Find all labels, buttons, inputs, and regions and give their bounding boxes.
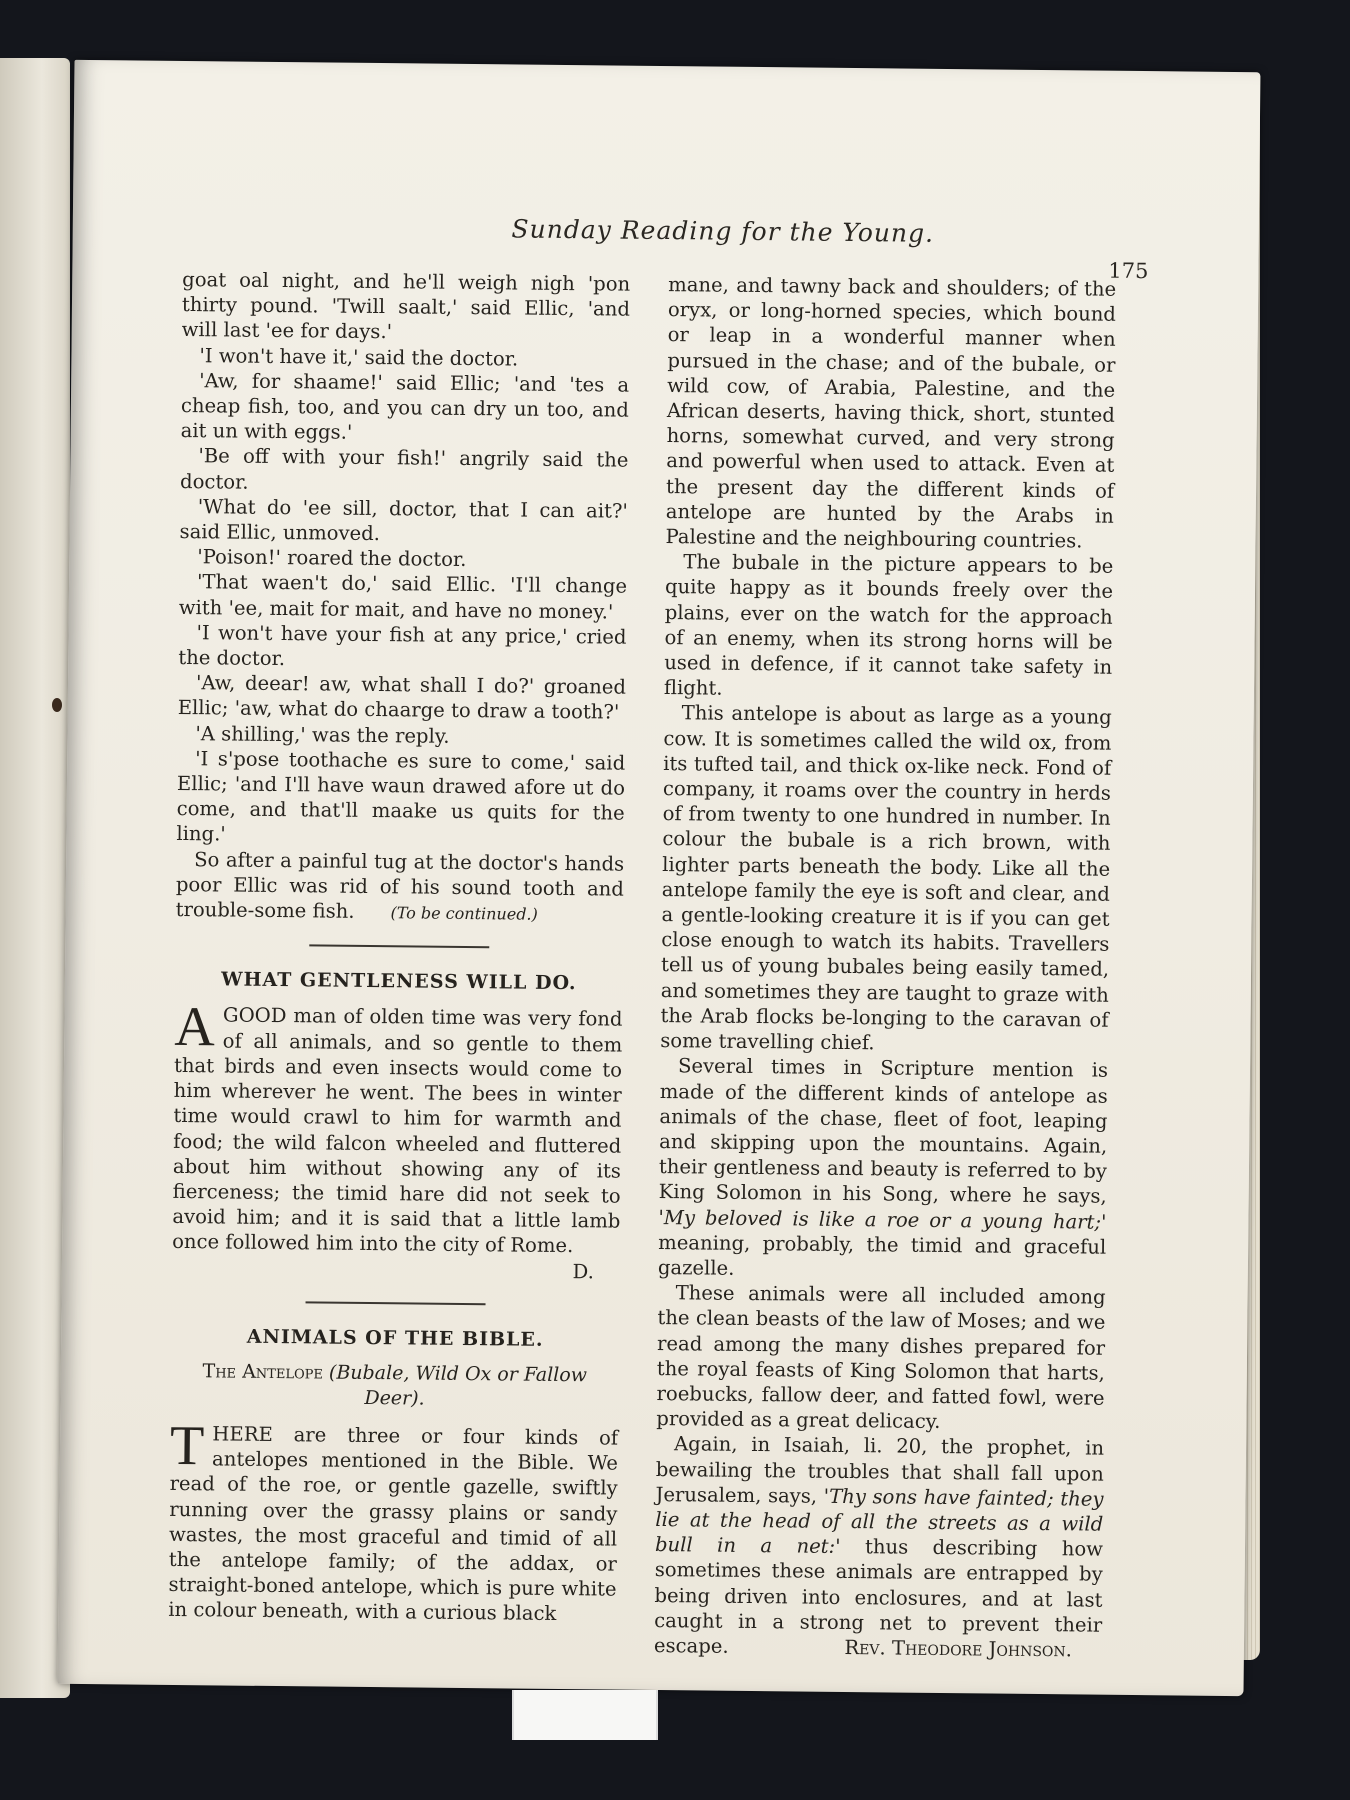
- story-paragraph: 'A shilling,' was the reply.: [195, 721, 450, 748]
- scripture-quote: 'My beloved is like a roe or a young hart;': [658, 1205, 1107, 1234]
- article-paragraph: [654, 1431, 1104, 1663]
- gentleness-heading: WHAT GENTLENESS WILL DO.: [221, 968, 577, 995]
- paper-tab: [512, 1690, 658, 1740]
- animals-subheading: [170, 1359, 618, 1414]
- article-text: Several times in Scripture mention is made of the different kinds of antelope as animals of the chase, fleet of foot, leaping and skipping upon the mountains. Again, their gentleness and beauty is referred to by King Solomon in his Song, where he says,: [658, 1054, 1109, 1209]
- drop-cap: T: [169, 1414, 205, 1478]
- article-paragraph: [658, 1053, 1108, 1285]
- drop-cap: A: [174, 996, 216, 1059]
- animals-text: HERE are three or four kinds of antelopes mentioned in the Bible. We read of the roe, or gentle gazelle, swiftly running over the grassy plains or sandy wastes, the most graceful and timid of all the antelope family; of the addax, or straight-boned antelope, which is pure white in colour beneath, with a curious black: [168, 1422, 619, 1626]
- article-text: meaning, probably, the timid and graceful gazelle.: [657, 1230, 1107, 1280]
- story-paragraph: 'I won't have your fish at any price,' cried the doctor.: [178, 620, 627, 671]
- signature: D.: [572, 1259, 594, 1283]
- book-page: [58, 60, 1261, 1696]
- animals-body: [168, 1414, 619, 1627]
- page-number: 175: [1108, 258, 1149, 284]
- gentleness-text: GOOD man of olden time was very fond of all animals, and so gentle to them that birds and even insects would come to him wherever he went. The bees in winter time would crawl to him for warmth and food; the wild falcon wheeled and fluttered about him without showing any of its fierceness; the timid hare did not seek to avoid him; and it is said that a little lamb once followed him into the city of Rome.: [172, 1003, 623, 1258]
- story-paragraph: 'Aw, for shaame!' said Ellic; 'and 'tes a cheap fish, too, and you can dry un too, and ait un with eggs.': [180, 368, 630, 444]
- story-paragraph: 'Be off with your fish!' angrily said the doctor.: [180, 444, 629, 494]
- story-paragraph: 'What do 'ee sill, doctor, that I can ait?' said Ellic, unmoved.: [179, 494, 628, 546]
- ink-spot: [52, 698, 62, 712]
- article-paragraph: mane, and tawny back and shoulders; of the oryx, or long-horned species, which bound or leap in a wonderful manner when pursued in the chase; and of the bubale, or wild cow, of Arabia, Palestine, and the African deserts, having thick, short, stunted horns, somewhat curved, and very strong and powerful when used to attack. Even at the present day the different kinds of antelope are hunted by the Arabs in Palestine and the neighbouring countries.: [665, 273, 1117, 553]
- to-be-continued: (To be continued.): [390, 903, 538, 924]
- story-paragraph: 'I s'pose toothache es sure to come,' said Ellic; 'and I'll have waun drawed afore ut do come, and that'll maake us quits for the ling.': [176, 746, 626, 846]
- subheading-prefix: The Antelope: [202, 1360, 324, 1384]
- section-divider: [306, 1301, 486, 1305]
- article-paragraph: The bubale in the picture appears to be quite happy as it bounds freely over the plains, ever on the watch for the approach of an enemy, when its strong horns will be used in defence, if it cannot take safety in flight.: [663, 550, 1114, 700]
- article-paragraph: This antelope is about as large as a young cow. It is sometimes called the wild ox, from its tufted tail, and thick ox-like neck. Fond of company, it roams over the country in herds of from twenty to one hundred in number. In colour the bubale is a rich brown, with lighter parts beneath the body. Like all the antelope family the eye is soft and clear, and a gentle-looking creature it is if you can get close enough to watch its habits. Travellers tell us of young bubales being easily tamed, and sometimes they are taught to graze with the Arab flocks be-longing to the caravan of some travelling chief.: [660, 701, 1112, 1055]
- running-head: Sunday Reading for the Young.: [511, 214, 935, 248]
- article-text: Again, in Isaiah, li. 20, the prophet, in bewailing the troubles that shall fall upon Jerusalem, says,: [655, 1432, 1105, 1508]
- story-paragraph: goat oal night, and he'll weigh nigh 'pon thirty pound. 'Twill saalt,' said Ellic, 'and will last 'ee for days.': [181, 267, 631, 344]
- article-text: thus describing how sometimes these animals are entrapped by being driven into enclosures, and at last caught in a strong net to prevent their escape.: [653, 1535, 1104, 1658]
- right-column: [654, 272, 1116, 1663]
- left-column: [168, 267, 630, 1627]
- section-divider: [309, 945, 489, 949]
- story-paragraph: 'Aw, deear! aw, what shall I do?' groaned Ellic; 'aw, what do chaarge to draw a tooth?': [177, 671, 627, 725]
- story-paragraph: 'I won't have it,' said the doctor.: [199, 343, 519, 371]
- article-paragraph: These animals were all included among the clean beasts of the law of Moses; and we read among the many dishes prepared for the royal feasts of King Solomon that harts, roebucks, fallow deer, and fatted fowl, were provided as a great delicacy.: [656, 1281, 1106, 1434]
- subheading-italic: (Bubale, Wild Ox or Fallow Deer).: [328, 1361, 588, 1410]
- story-paragraph: 'Poison!' roared the doctor.: [197, 545, 467, 572]
- story-closing: [175, 847, 624, 928]
- story-paragraph: 'That waen't do,' said Ellic. 'I'll change with 'ee, mait for mait, and have no money.': [178, 570, 628, 624]
- story-closing-text: So after a painful tug at the doctor's hands poor Ellic was rid of his sound tooth and trouble-some fish.: [175, 847, 625, 923]
- gentleness-body: [172, 996, 623, 1283]
- scripture-quote: 'Thy sons have fainted; they lie at the head of all the streets as a wild bull in a net:': [654, 1484, 1104, 1559]
- author-signature: Rev. Theodore Johnson.: [844, 1635, 1073, 1662]
- animals-heading: ANIMALS OF THE BIBLE.: [246, 1325, 544, 1351]
